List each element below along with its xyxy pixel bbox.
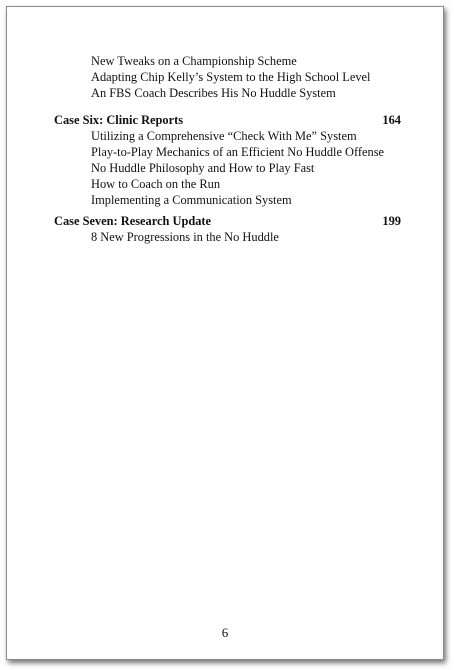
- toc-entry: An FBS Coach Describes His No Huddle System: [91, 86, 336, 100]
- page-number: 6: [221, 625, 229, 640]
- toc-entry: Utilizing a Comprehensive “Check With Me” System: [91, 129, 357, 143]
- toc-entry: 8 New Progressions in the No Huddle: [91, 230, 279, 244]
- toc-entry: How to Coach on the Run: [91, 177, 221, 191]
- section-page-number: 164: [382, 113, 401, 127]
- section-heading: Case Seven: Research Update: [54, 214, 212, 228]
- toc-entry: New Tweaks on a Championship Scheme: [91, 54, 297, 68]
- section-heading: Case Six: Clinic Reports: [54, 113, 184, 127]
- section-page-number: 199: [382, 214, 401, 228]
- table-of-contents: [7, 7, 443, 659]
- toc-entry: Implementing a Communication System: [91, 193, 292, 207]
- toc-entry: Play-to-Play Mechanics of an Efficient No Huddle Offense: [91, 145, 385, 159]
- toc-entry: Adapting Chip Kelly’s System to the High School Level: [91, 70, 371, 84]
- toc-entry: No Huddle Philosophy and How to Play Fast: [91, 161, 315, 175]
- document-page: [6, 6, 444, 660]
